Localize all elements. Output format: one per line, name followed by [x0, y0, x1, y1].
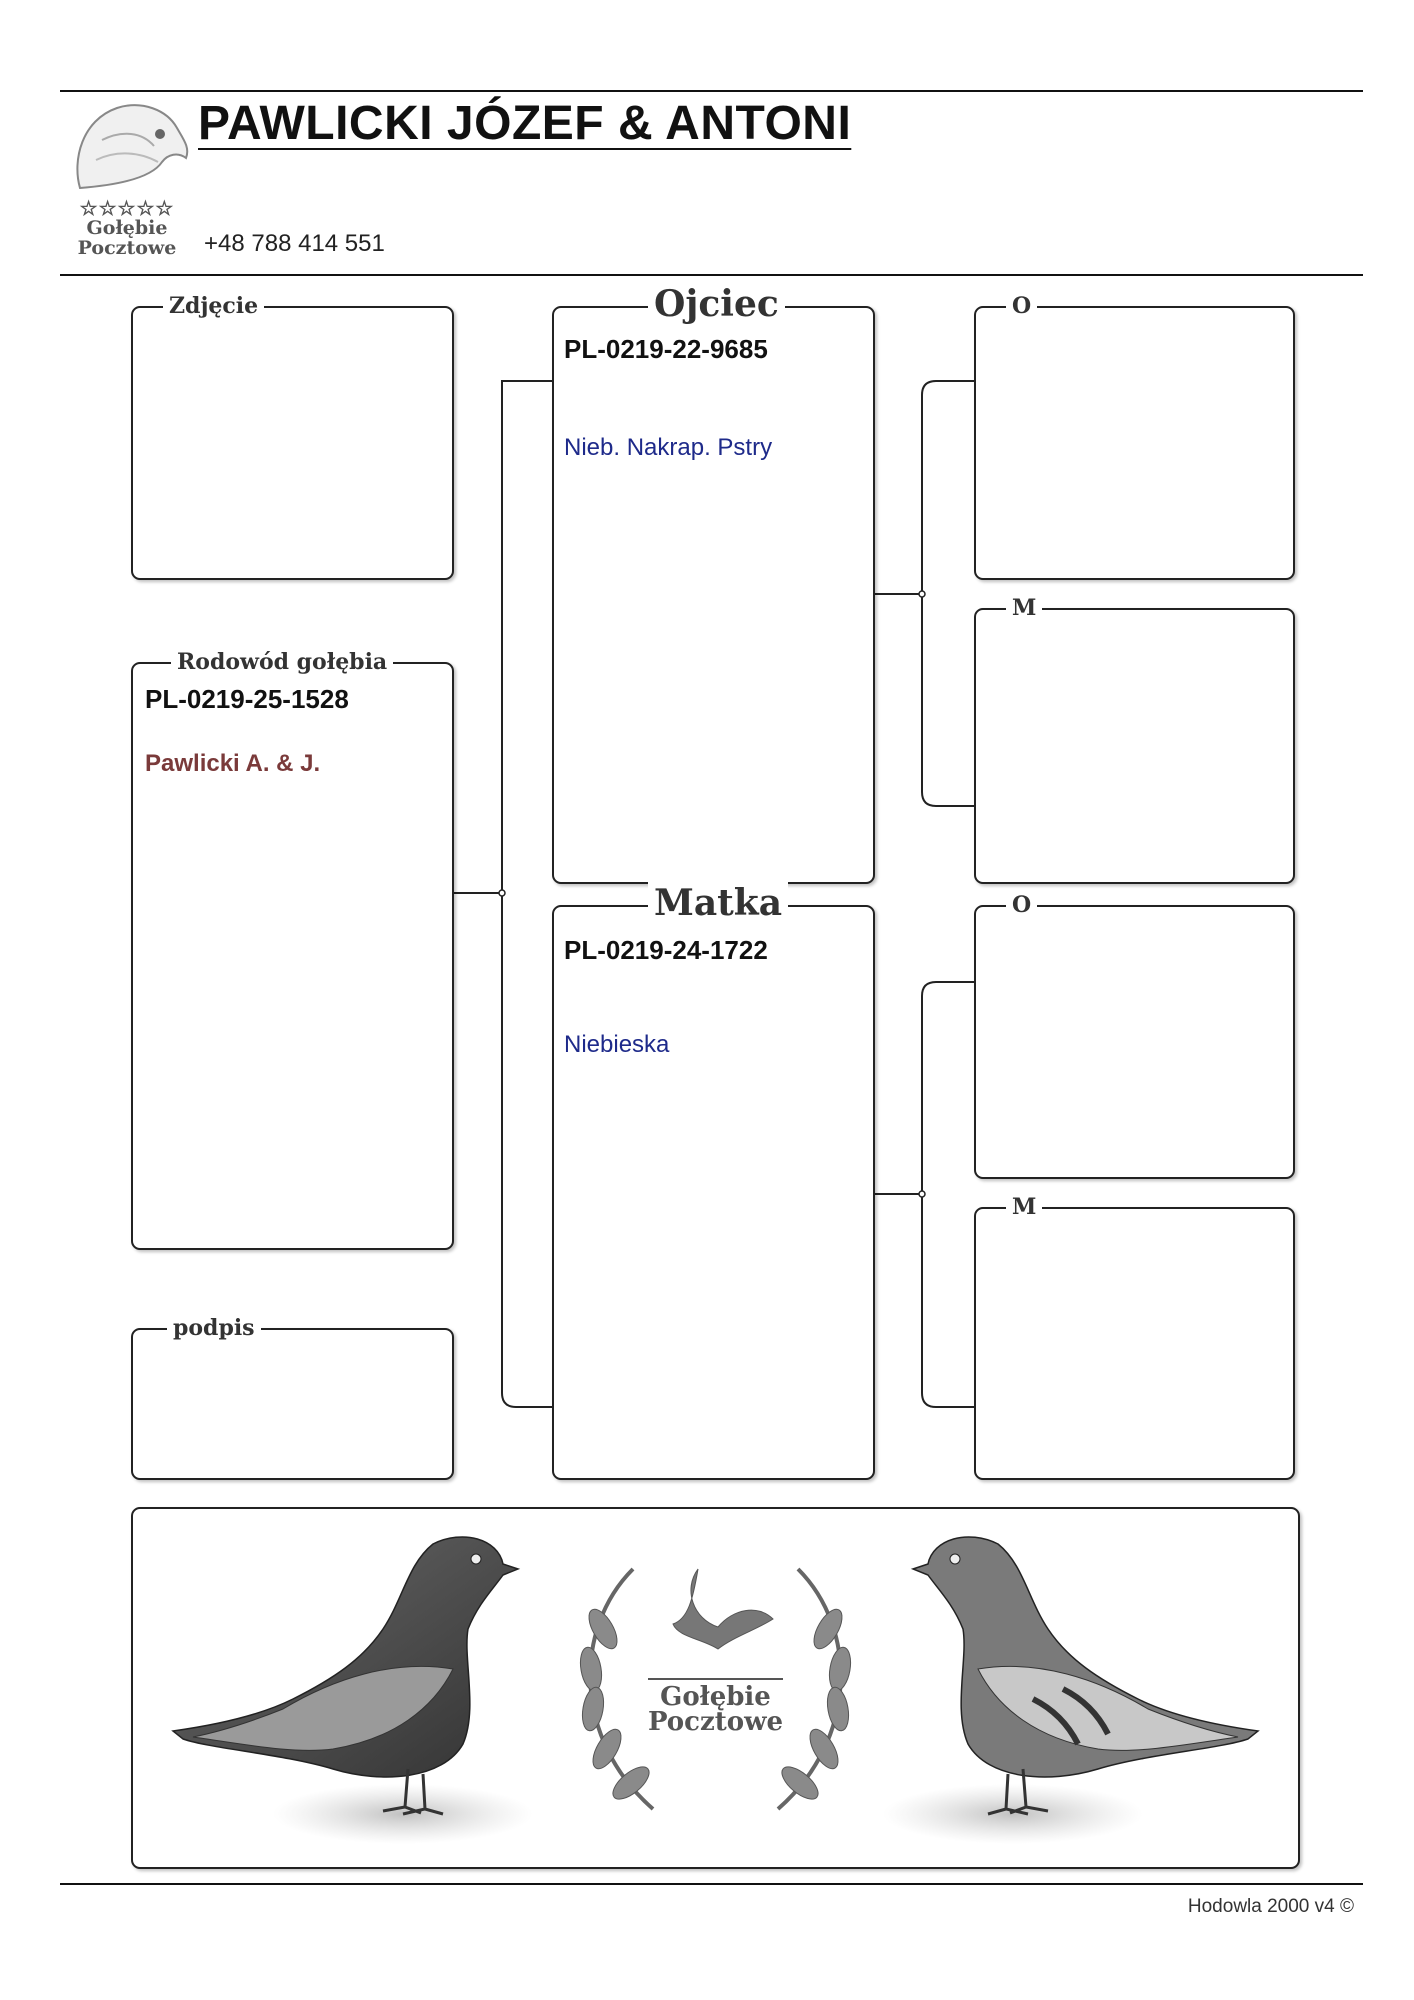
page-title: PAWLICKI JÓZEF & ANTONI — [198, 97, 852, 150]
father-color: Nieb. Nakrap. Pstry — [564, 434, 773, 461]
logo-stars: ☆☆☆☆☆ — [79, 196, 175, 220]
phone-number: +48 788 414 551 — [204, 230, 385, 257]
emblem-line-2: Pocztowe — [647, 1707, 784, 1737]
mother-ring-number: PL-0219-24-1722 — [564, 935, 768, 965]
logo-line-2: Pocztowe — [77, 237, 177, 259]
signature-box — [131, 1315, 454, 1480]
grandparent-father-mother-box — [974, 595, 1295, 884]
pigeon-ring-number: PL-0219-25-1528 — [145, 684, 349, 714]
pigeon-label: Rodowód gołębia — [171, 649, 393, 675]
logo-line-1: Gołębie — [86, 217, 168, 239]
pigeon-breeder: Pawlicki A. & J. — [145, 750, 321, 777]
grandparent-father-father-box — [974, 293, 1295, 580]
grandparent-father-mother-label: M — [1006, 595, 1042, 621]
father-label: Ojciec — [648, 283, 785, 325]
mother-label: Matka — [648, 882, 788, 924]
footer-text: Hodowla 2000 v4 © — [1187, 1896, 1354, 1917]
father-box — [552, 283, 875, 884]
grandparent-father-father-label: O — [1006, 293, 1037, 319]
pigeon-box — [131, 649, 454, 1250]
decoration-panel — [131, 1507, 1300, 1869]
grandparent-mother-father-box — [974, 892, 1295, 1179]
photo-label: Zdjęcie — [163, 293, 264, 319]
signature-label: podpis — [167, 1315, 261, 1341]
father-ring-number: PL-0219-22-9685 — [564, 334, 768, 364]
mother-box — [552, 882, 875, 1480]
grandparent-mother-mother-label: M — [1006, 1194, 1042, 1220]
mother-color: Niebieska — [564, 1031, 670, 1058]
photo-box — [131, 293, 454, 580]
emblem-line-1: Gołębie — [660, 1682, 771, 1712]
grandparent-mother-father-label: O — [1006, 892, 1037, 918]
grandparent-mother-mother-box — [974, 1194, 1295, 1480]
